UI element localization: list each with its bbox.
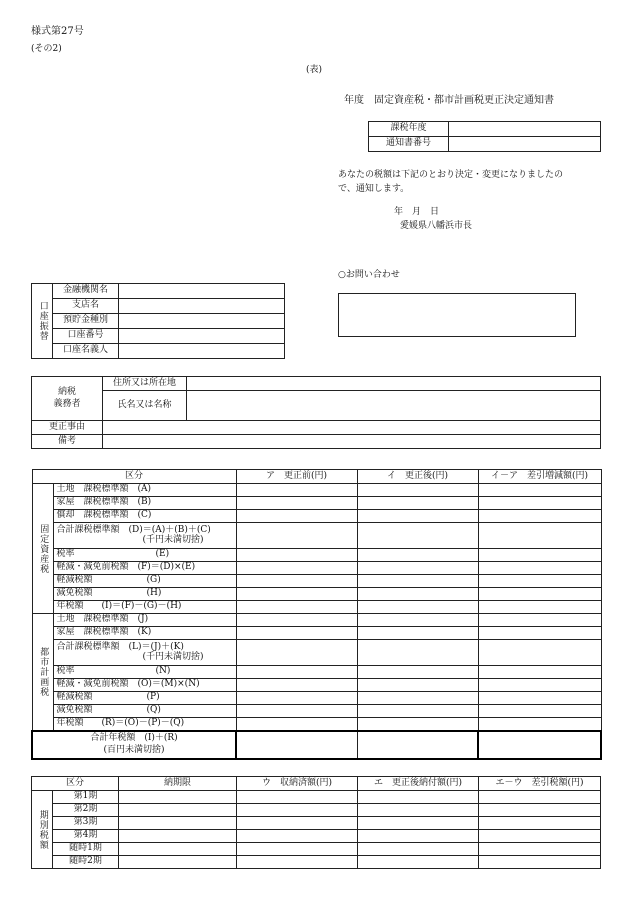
fixed-asset-row-label: 税率 (E) bbox=[53, 549, 236, 562]
reason-label: 更正事由 bbox=[32, 421, 103, 435]
city-planning-amount-cell bbox=[478, 692, 601, 705]
fixed-asset-row-label: 土地 課税標準額 (A) bbox=[53, 484, 236, 497]
city-planning-amount-cell bbox=[236, 627, 357, 640]
message-line-2: で、通知します。 bbox=[338, 184, 410, 194]
payment-table bbox=[31, 776, 601, 869]
header-difference: イ－ア 差引増減額(円) bbox=[478, 470, 601, 484]
payment-amount-cell bbox=[237, 830, 358, 843]
fixed-asset-amount-cell bbox=[357, 484, 478, 497]
fixed-asset-amount-cell bbox=[478, 549, 601, 562]
payment-amount-cell bbox=[479, 843, 601, 856]
city-planning-amount-cell bbox=[357, 692, 478, 705]
account-row-label: 金融機関名 bbox=[53, 284, 119, 299]
payment-period-label: 第2期 bbox=[53, 804, 119, 817]
fixed-asset-amount-cell bbox=[357, 575, 478, 588]
city-planning-row-label: 年税額 (R)＝(O)－(P)－(Q) bbox=[53, 718, 236, 731]
fixed-asset-amount-cell bbox=[357, 601, 478, 614]
city-planning-section-label: 都市計画税 bbox=[32, 614, 53, 731]
payment-amount-cell bbox=[358, 804, 479, 817]
city-planning-amount-cell bbox=[236, 718, 357, 731]
payment-amount-cell bbox=[237, 791, 358, 804]
address-label: 住所又は所在地 bbox=[103, 377, 187, 391]
city-planning-amount-cell bbox=[357, 679, 478, 692]
payment-amount-cell bbox=[479, 817, 601, 830]
fixed-asset-amount-cell bbox=[478, 523, 601, 549]
city-planning-amount-cell bbox=[478, 666, 601, 679]
fixed-asset-amount-cell bbox=[478, 510, 601, 523]
header-category: 区分 bbox=[32, 470, 236, 484]
payment-period-label: 随時1期 bbox=[53, 843, 119, 856]
fixed-asset-row-label: 合計課税標準額 (D)＝(A)＋(B)＋(C) (千円未満切捨) bbox=[53, 523, 236, 549]
account-table bbox=[31, 283, 285, 359]
name-label: 氏名又は名称 bbox=[103, 391, 187, 421]
payment-section-label: 期別税額 bbox=[32, 791, 53, 869]
inquiry-label: ○お問い合わせ bbox=[338, 270, 400, 280]
payment-amount-cell bbox=[358, 830, 479, 843]
payment-amount-cell bbox=[119, 804, 237, 817]
fixed-asset-row-label: 家屋 課税標準額 (B) bbox=[53, 497, 236, 510]
tax-amount-table bbox=[31, 469, 602, 760]
fixed-asset-section-label: 固定資産税 bbox=[32, 484, 53, 614]
form-number: 様式第27号 bbox=[31, 26, 84, 37]
city-planning-row-label: 合計課税標準額 (L)＝(J)＋(K) (千円未満切捨) bbox=[53, 640, 236, 666]
fixed-asset-amount-cell bbox=[236, 497, 357, 510]
payment-amount-cell bbox=[237, 817, 358, 830]
fixed-asset-amount-cell bbox=[478, 562, 601, 575]
tax-year-label: 課税年度 bbox=[369, 122, 449, 137]
fixed-asset-amount-cell bbox=[236, 562, 357, 575]
fixed-asset-row-label: 年税額 (I)＝(F)－(G)－(H) bbox=[53, 601, 236, 614]
pay-header-corrected: エ 更正後納付額(円) bbox=[358, 777, 479, 791]
city-planning-amount-cell bbox=[236, 679, 357, 692]
city-planning-amount-cell bbox=[478, 614, 601, 627]
fixed-asset-amount-cell bbox=[478, 575, 601, 588]
payment-amount-cell bbox=[479, 830, 601, 843]
total-annual-tax-label: 合計年税額 (I)＋(R) (百円未満切捨) bbox=[32, 731, 236, 759]
city-planning-amount-cell bbox=[236, 692, 357, 705]
city-planning-amount-cell bbox=[357, 627, 478, 640]
fixed-asset-amount-cell bbox=[357, 549, 478, 562]
payment-amount-cell bbox=[237, 843, 358, 856]
fixed-asset-amount-cell bbox=[357, 510, 478, 523]
fixed-asset-amount-cell bbox=[236, 484, 357, 497]
city-planning-amount-cell bbox=[478, 627, 601, 640]
payment-amount-cell bbox=[479, 791, 601, 804]
fixed-asset-amount-cell bbox=[236, 523, 357, 549]
notice-number-label: 通知書番号 bbox=[369, 137, 449, 152]
payment-amount-cell bbox=[479, 856, 601, 869]
notice-number-value bbox=[449, 137, 601, 152]
fixed-asset-amount-cell bbox=[478, 497, 601, 510]
fixed-asset-amount-cell bbox=[478, 588, 601, 601]
city-planning-amount-cell bbox=[357, 718, 478, 731]
pay-header-due: 納期限 bbox=[119, 777, 237, 791]
inquiry-box bbox=[338, 293, 576, 337]
payment-amount-cell bbox=[119, 791, 237, 804]
payment-period-label: 第1期 bbox=[53, 791, 119, 804]
payment-amount-cell bbox=[479, 804, 601, 817]
city-planning-amount-cell bbox=[236, 614, 357, 627]
fixed-asset-amount-cell bbox=[357, 497, 478, 510]
payment-amount-cell bbox=[119, 843, 237, 856]
city-planning-amount-cell bbox=[357, 640, 478, 666]
fixed-asset-amount-cell bbox=[236, 510, 357, 523]
payment-amount-cell bbox=[119, 856, 237, 869]
account-row-label: 口座番号 bbox=[53, 329, 119, 344]
fixed-asset-amount-cell bbox=[478, 601, 601, 614]
city-planning-amount-cell bbox=[357, 614, 478, 627]
fixed-asset-row-label: 軽減税額 (G) bbox=[53, 575, 236, 588]
city-planning-row-label: 減免税額 (Q) bbox=[53, 705, 236, 718]
tax-year-table bbox=[368, 121, 601, 152]
fixed-asset-row-label: 軽減・減免前税額 (F)＝(D)×(E) bbox=[53, 562, 236, 575]
city-planning-amount-cell bbox=[478, 705, 601, 718]
fixed-asset-amount-cell bbox=[236, 588, 357, 601]
city-planning-amount-cell bbox=[478, 679, 601, 692]
city-planning-row-label: 軽減・減免前税額 (O)＝(M)×(N) bbox=[53, 679, 236, 692]
payment-amount-cell bbox=[237, 804, 358, 817]
pay-header-category: 区分 bbox=[32, 777, 119, 791]
payment-amount-cell bbox=[358, 856, 479, 869]
fixed-asset-amount-cell bbox=[357, 562, 478, 575]
issue-date: 年 月 日 bbox=[394, 207, 440, 217]
fixed-asset-row-label: 償却 課税標準額 (C) bbox=[53, 510, 236, 523]
taxpayer-table bbox=[31, 376, 601, 449]
fixed-asset-amount-cell bbox=[357, 523, 478, 549]
payment-amount-cell bbox=[358, 791, 479, 804]
message-line-1: あなたの税額は下記のとおり決定・変更になりましたの bbox=[338, 170, 564, 180]
fixed-asset-amount-cell bbox=[236, 575, 357, 588]
payment-period-label: 随時2期 bbox=[53, 856, 119, 869]
city-planning-row-label: 家屋 課税標準額 (K) bbox=[53, 627, 236, 640]
city-planning-amount-cell bbox=[357, 705, 478, 718]
account-section-label: 口座振替 bbox=[32, 284, 53, 359]
pay-header-paid: ウ 収納済額(円) bbox=[237, 777, 358, 791]
payment-period-label: 第3期 bbox=[53, 817, 119, 830]
city-planning-row-label: 軽減税額 (P) bbox=[53, 692, 236, 705]
payment-amount-cell bbox=[358, 843, 479, 856]
side-label: (表) bbox=[306, 65, 323, 75]
fixed-asset-amount-cell bbox=[478, 484, 601, 497]
sub-number: (その2) bbox=[31, 44, 62, 54]
account-row-label: 預貯金種別 bbox=[53, 314, 119, 329]
city-planning-amount-cell bbox=[478, 640, 601, 666]
fixed-asset-amount-cell bbox=[236, 601, 357, 614]
payment-amount-cell bbox=[237, 856, 358, 869]
fixed-asset-row-label: 減免税額 (H) bbox=[53, 588, 236, 601]
city-planning-amount-cell bbox=[478, 718, 601, 731]
header-after: イ 更正後(円) bbox=[357, 470, 478, 484]
payment-amount-cell bbox=[119, 830, 237, 843]
remarks-label: 備考 bbox=[32, 435, 103, 449]
payment-period-label: 第4期 bbox=[53, 830, 119, 843]
pay-header-difference: エ－ウ 差引税額(円) bbox=[479, 777, 601, 791]
city-planning-amount-cell bbox=[357, 666, 478, 679]
payment-amount-cell bbox=[119, 817, 237, 830]
account-row-label: 支店名 bbox=[53, 299, 119, 314]
header-before: ア 更正前(円) bbox=[236, 470, 357, 484]
fixed-asset-amount-cell bbox=[357, 588, 478, 601]
taxpayer-label: 納税 義務者 bbox=[32, 377, 103, 421]
notice-title: 年度 固定資産税・都市計画税更正決定通知書 bbox=[344, 95, 554, 106]
city-planning-amount-cell bbox=[236, 666, 357, 679]
fixed-asset-amount-cell bbox=[236, 549, 357, 562]
city-planning-amount-cell bbox=[236, 705, 357, 718]
city-planning-amount-cell bbox=[236, 640, 357, 666]
city-planning-row-label: 税率 (N) bbox=[53, 666, 236, 679]
tax-year-value bbox=[449, 122, 601, 137]
city-planning-row-label: 土地 課税標準額 (J) bbox=[53, 614, 236, 627]
account-row-label: 口座名義人 bbox=[53, 344, 119, 359]
payment-amount-cell bbox=[358, 817, 479, 830]
issuer: 愛媛県八幡浜市長 bbox=[400, 221, 473, 231]
